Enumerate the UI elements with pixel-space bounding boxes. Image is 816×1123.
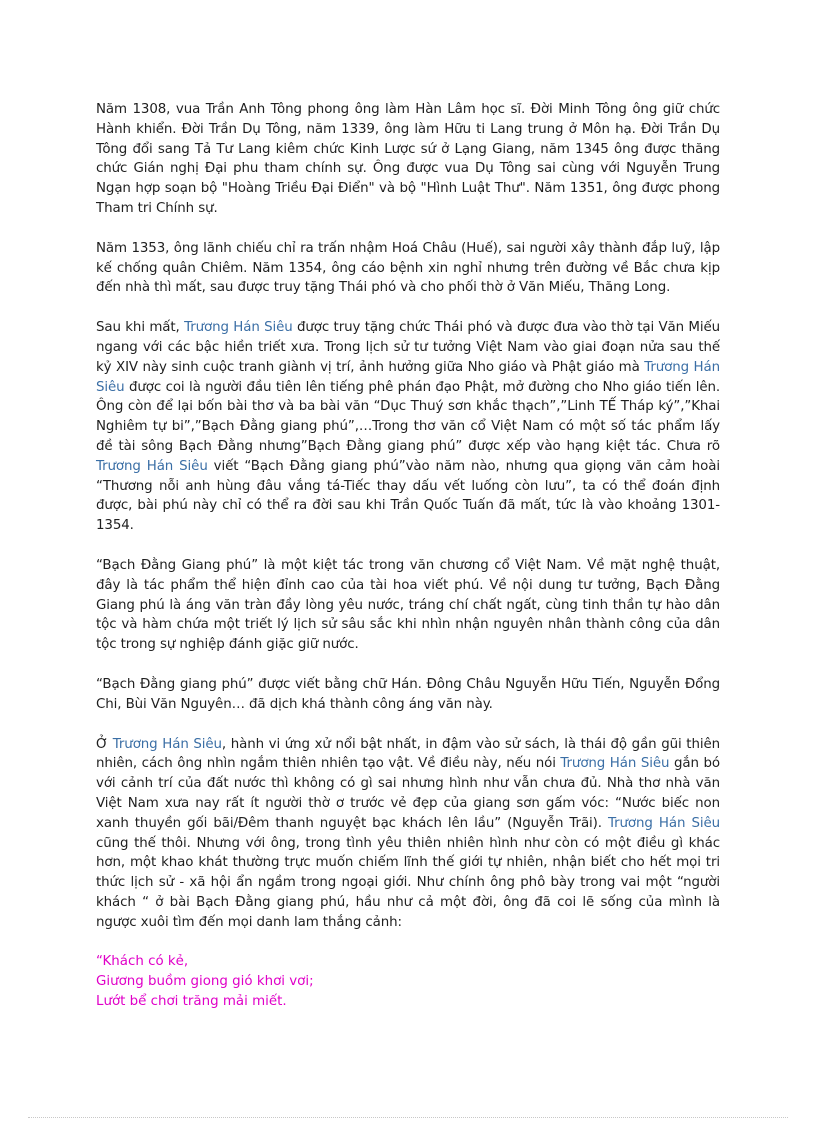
page-bottom-divider <box>28 1117 788 1118</box>
paragraph-text: “Bạch Đằng giang phú” được viết bằng chữ Hán. Đông Châu Nguyễn Hữu Tiến, Nguyễn Đổng Chi, Bùi Văn Nguyên… đã dịch khá thành công áng văn này. <box>96 676 720 712</box>
paragraph-text: được coi là người đầu tiên lên tiếng phê phán đạo Phật, mở đường cho Nho giáo tiến lên. Ông còn để lại bốn bài thơ và ba bài văn “Dục Thuý sơn khắc thạch”,”Linh TẾ Tháp ký”,”Khai Nghiêm tự bi”,”Bạch Đằng giang phú”,…Trong thơ văn cổ Việt Nam có một số tác phẩm lấy đề tài sông Bạch Đằng nhưng”Bạch Đằng giang phú” được xếp vào hạng kiệt tác. Chưa rõ <box>96 379 720 454</box>
document-body <box>96 100 720 1012</box>
author-name-link[interactable]: Trương Hán Siêu <box>96 359 720 395</box>
poem-line: Giương buồm giong gió khơi vơi; <box>96 974 314 990</box>
poem-line: Lướt bể chơi trăng mải miết. <box>96 994 287 1010</box>
paragraph-text: Năm 1308, vua Trần Anh Tông phong ông làm Hàn Lâm học sĩ. Đời Minh Tông ông giữ chức Hành khiển. Đời Trần Dụ Tông, năm 1339, ông làm Hữu ti Lang trung ở Môn hạ. Đời Trần Dụ Tông đổi sang Tả Tư Lang kiêm chức Kinh Lược sứ ở Lạng Giang, năm 1345 ông được thăng chức Gián nghị Đại phu tham chính sự. Ông được vua Dụ Tông sai cùng với Nguyễn Trung Ngạn hợp soạn bộ "Hoàng Triều Đại Điển" và bộ "Hình Luật Thư". Năm 1351, ông được phong Tham tri Chính sự. <box>96 102 720 216</box>
paragraph <box>96 735 720 933</box>
paragraph <box>96 556 720 655</box>
paragraph-text: Năm 1353, ông lãnh chiếu chỉ ra trấn nhậm Hoá Châu (Huế), sai người xây thành đắp luỹ, lập kế chống quân Chiêm. Năm 1354, ông cáo bệnh xin nghỉ nhưng trên đường về Bắc chưa kịp đến nhà thì mất, sau được truy tặng Thái phó và cho phối thờ ở Văn Miếu, Thăng Long. <box>96 240 720 296</box>
author-name-link[interactable]: Trương Hán Siêu <box>96 458 208 474</box>
author-name-link[interactable]: Trương Hán Siêu <box>560 756 670 772</box>
paragraph-text: cũng thế thôi. Nhưng với ông, trong tình yêu thiên nhiên hình như còn có một điều gì khác hơn, một khao khát thường trực muốn chiếm lĩnh thế giới tự nhiên, nhận biết cho hết mọi tri thức lịch sử - xã hội ẩn ngầm trong ngoại giới. Như chính ông phô bày trong vai một “người khách “ ở bài Bạch Đằng giang phú, hầu như cả một đời, ông đã coi lẽ sống của mình là ngược xuôi tìm đến mọi danh lam thắng cảnh: <box>96 835 720 930</box>
paragraph-text: Sau khi mất, <box>96 320 185 336</box>
author-name-link[interactable]: Trương Hán Siêu <box>608 815 720 831</box>
paragraph <box>96 675 720 715</box>
author-name-link[interactable]: Trương Hán Siêu <box>184 320 293 336</box>
paragraph-text: viết “Bạch Đằng giang phú”vào năm nào, nhưng qua giọng văn cảm hoài “Thương nỗi anh hùng đâu vắng tá-Tiếc thay dấu vết luống còn lưu”, ta có thể đoán định được, bài phú này chỉ có thể ra đời sau khi Trần Quốc Tuấn đã mất, tức là vào khoảng 1301-1354. <box>96 458 720 534</box>
paragraph-text: được truy tặng chức Thái phó và được đưa vào thờ tại Văn Miếu ngang với các bậc hiền triết xưa. Trong lịch sử tư tưởng Việt Nam vào giai đoạn nửa sau thế kỷ XIV này sinh cuộc tranh giành vị trí, ảnh hưởng giữa Nho giáo và Phật giáo mà <box>96 320 720 375</box>
paragraph-text: gắn bó với cảnh trí của đất nước thì không có gì sai nhưng hình như vẫn chưa đủ. Nhà thơ nhà văn Việt Nam xưa nay rất ít người thờ ơ trước vẻ đẹp của giang sơn gấm vóc: “Nước biếc non xanh thuyền gối bãi/Đêm thanh nguyệt bạc khách lên lầu” (Nguyễn Trãi). <box>96 756 721 831</box>
paragraph-text: “Bạch Đằng Giang phú” là một kiệt tác trong văn chương cổ Việt Nam. Về mặt nghệ thuật, đây là tác phẩm thể hiện đỉnh cao của tài hoa viết phú. Về nội dung tư tưởng, Bạch Đằng Giang phú là áng văn tràn đầy lòng yêu nước, tráng chí chất ngất, cùng tinh thần tự hào dân tộc và hàm chứa một triết lý lịch sử sâu sắc khi nhìn nhận nguyên nhân thành công của dân tộc trong sự nghiệp đánh giặc giữ nước. <box>96 557 720 653</box>
author-name-link[interactable]: Trương Hán Siêu <box>112 736 222 752</box>
paragraph-text: , hành vi ứng xử nổi bật nhất, in đậm vào sử sách, là thái độ gần gũi thiên nhiên, cách ông nhìn ngắm thiên nhiên tạo vật. Về điều này, nếu nói <box>96 736 720 772</box>
paragraph-text: Ở <box>96 736 113 752</box>
paragraph <box>96 100 720 219</box>
paragraph-container <box>96 100 720 932</box>
poem-line: “Khách có kẻ, <box>96 954 189 970</box>
poem-quote <box>96 952 720 1011</box>
paragraph <box>96 239 720 298</box>
paragraph <box>96 318 720 536</box>
